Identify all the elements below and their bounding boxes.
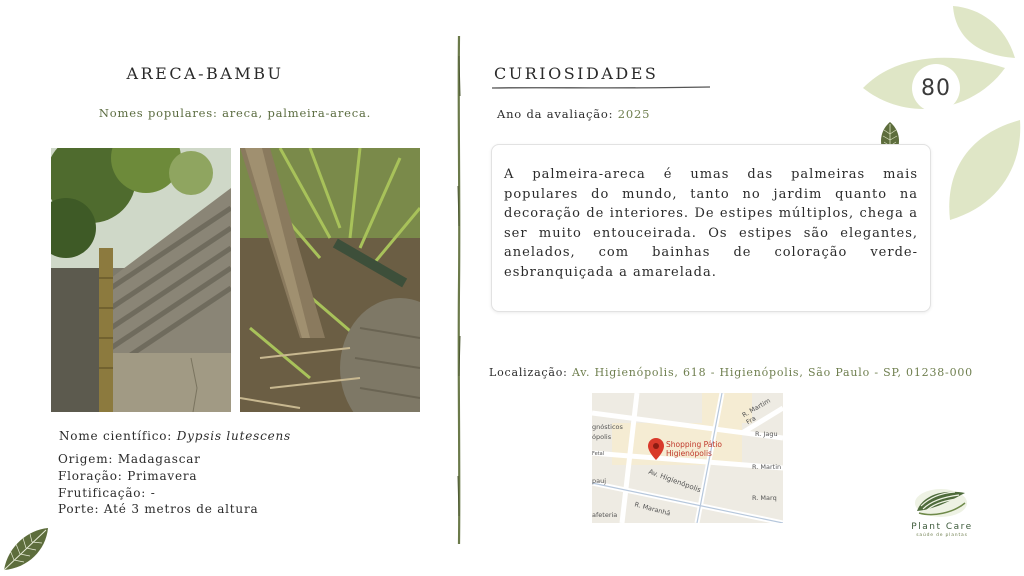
title-underline [492,84,712,92]
map-frag-opolis: ópolis [592,433,612,441]
map-street-marques: R. Marq [752,494,777,502]
brand-name: Plant Care [911,522,973,532]
map-poi-line1: Shopping Pátio [666,440,723,449]
popular-names: Nomes populares: areca, palmeira-areca. [98,106,372,120]
description-text: A palmeira-areca é umas das palmeiras mais populares do mundo, tanto no jardim quanto na decoração de interiores. De estipes múltiplos, chega a ser muito entouceirada. Os estipes são elegantes, anelados, com bainhas de coloração verde-esbranquiçada a amarelada. [504,167,918,280]
map-street-martinico: R. Martin [752,463,782,471]
map-pin-icon [648,438,664,460]
scientific-name-label: Nome científico: [59,429,177,443]
map-frag-pauj: pauj [592,477,607,485]
map-frag-afeteria: afeteria [592,511,618,519]
location-map[interactable] [592,393,783,523]
curiosities-title: CURIOSIDADES [494,64,659,83]
map-poi-label [666,440,722,458]
plant-photo-wall [51,148,231,412]
map-frag-fetal: Fetal [592,451,605,457]
evaluation-year-label: Ano da avaliação: [497,107,618,121]
plant-care-logo-icon [913,487,969,519]
scientific-name: Dypsis lutescens [176,429,291,443]
plant-title: ARECA-BAMBU [126,64,284,83]
brand-tagline: saúde de plantas [916,533,968,538]
map-frag-gnosticos: gnósticos [592,423,623,431]
vertical-divider [454,36,464,546]
map-poi-line2: Higienópolis [666,449,712,458]
location-label: Localização: [489,366,572,379]
flowering: Floração: Primavera [58,469,198,483]
plant-photo-base [240,148,420,412]
location-row [489,366,979,381]
scientific-name-row [59,429,291,443]
map-street-martim: R. Martim Fra [740,396,772,427]
evaluation-year-value: 2025 [617,107,651,121]
map-street-jaguaribe: R. Jagu [755,430,778,438]
map-street-av-higienopolis: Av. Higienópolis [647,467,703,495]
leaf-icon-bottom-left [0,524,52,574]
size: Porte: Até 3 metros de altura [58,502,259,516]
page-number: 80 [912,64,960,112]
map-street-maranhao: R. Maranhã [633,500,672,518]
location-value: Av. Higienópolis, 618 - Higienópolis, São Paulo - SP, 01238-000 [571,366,973,379]
description-card [491,144,931,312]
origin: Origem: Madagascar [58,452,201,466]
evaluation-year-row [497,107,650,121]
fruiting: Frutificação: - [58,486,156,500]
